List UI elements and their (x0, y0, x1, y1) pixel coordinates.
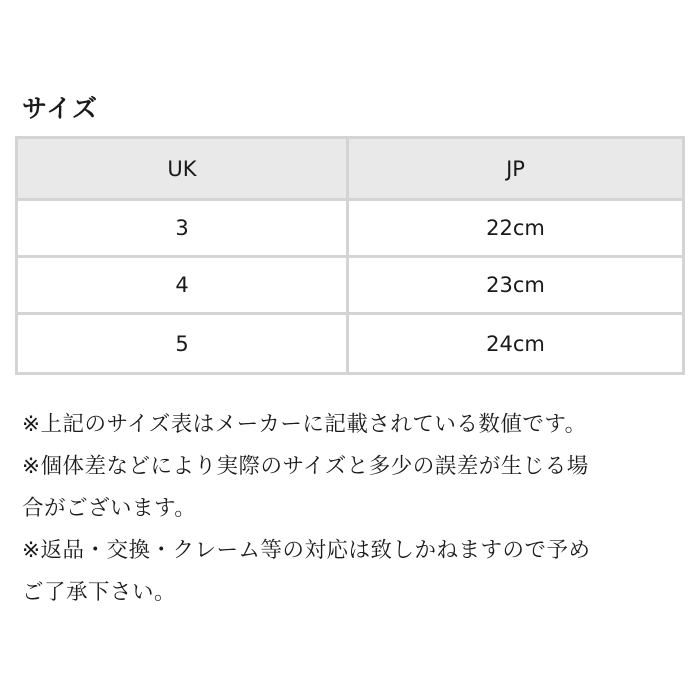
table-row (18, 315, 682, 372)
column-header-jp: JP (349, 139, 682, 201)
uk-size-cell: 4 (18, 258, 349, 315)
note-return-policy: ※返品・交換・クレーム等の対応は致しかねますので予め ご了承下さい。 (22, 538, 591, 605)
jp-size-cell: 23cm (349, 258, 682, 315)
uk-size-cell: 5 (18, 315, 349, 372)
table-row (18, 258, 682, 315)
table-row (18, 201, 682, 258)
table-header-row (18, 139, 682, 201)
size-table (15, 136, 685, 375)
note-size-chart-source: ※上記のサイズ表はメーカーに記載されている数値です。 (22, 412, 587, 437)
jp-size-cell: 24cm (486, 331, 545, 356)
note-individual-variation: ※個体差などにより実際のサイズと多少の誤差が生じる場 合がございます。 (22, 454, 589, 521)
notes-section (22, 404, 682, 614)
column-header-uk: UK (18, 139, 349, 201)
section-title: サイズ (22, 94, 99, 123)
uk-size-cell: 3 (18, 201, 349, 258)
jp-size-cell: 22cm (349, 201, 682, 258)
